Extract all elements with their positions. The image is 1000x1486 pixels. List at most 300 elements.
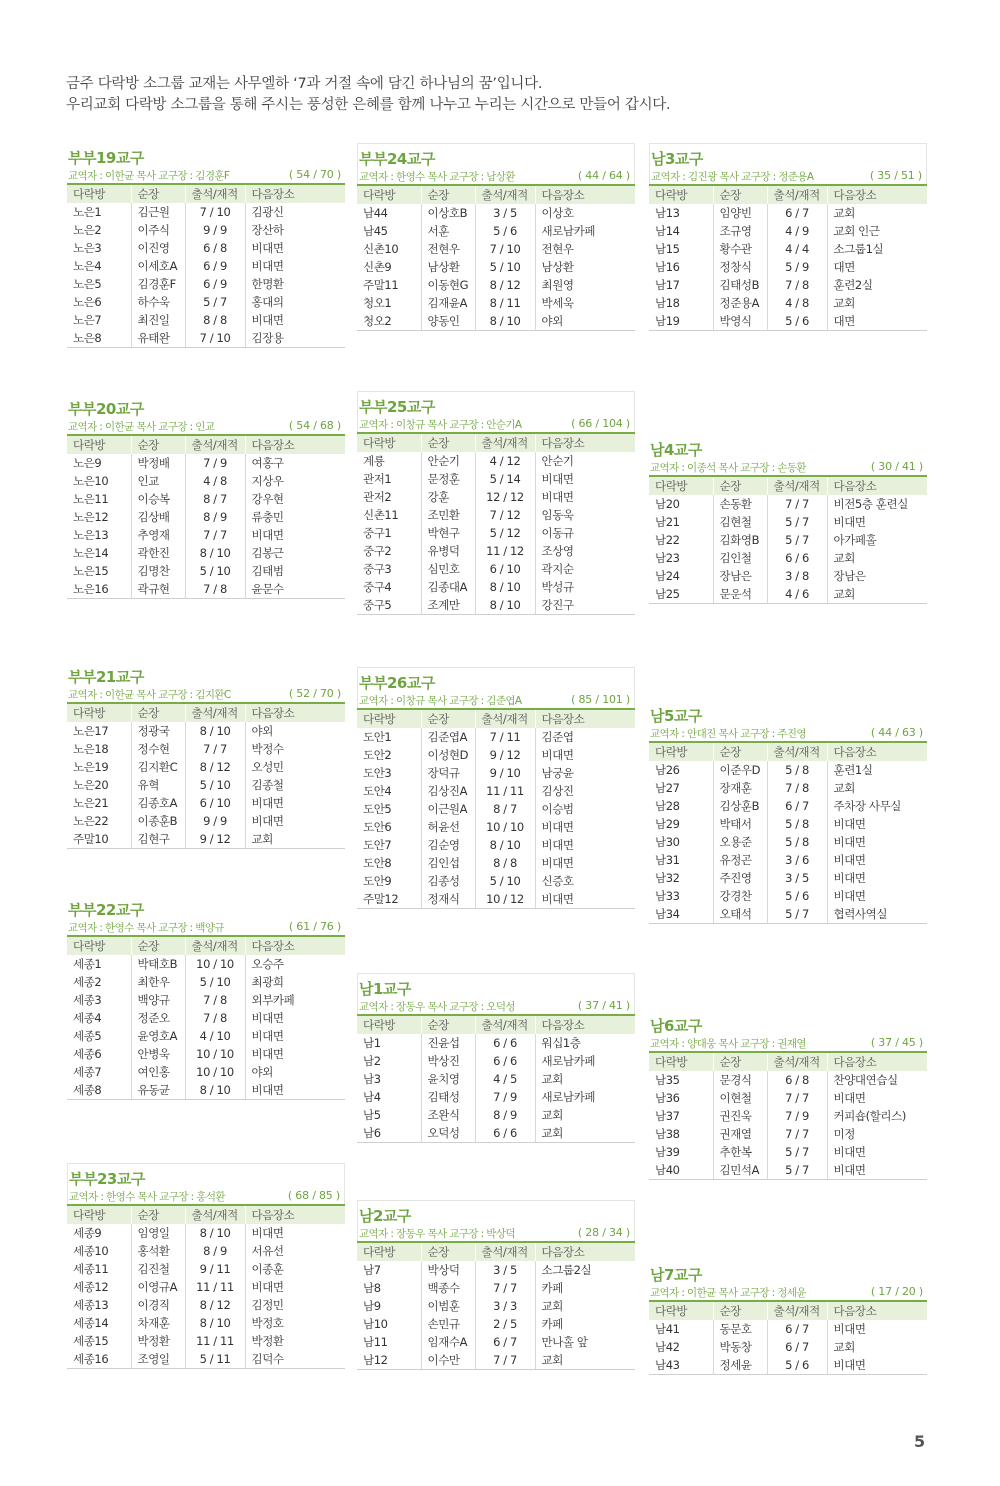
cell-leader: 김경훈F xyxy=(131,275,185,293)
district-staff: 교역자 : 이한균 목사 교구장 : 인교 xyxy=(68,421,215,433)
district-header xyxy=(649,435,927,475)
table-row xyxy=(649,549,927,567)
cell-attendance: 4 / 6 xyxy=(767,585,827,604)
cell-darakbang: 남15 xyxy=(655,242,680,256)
header-darakbang: 다락방 xyxy=(655,1055,688,1069)
district-header xyxy=(649,1260,927,1300)
district-staff: 교역자 : 이한균 목사 교구장 : 김지환C xyxy=(68,689,231,701)
cell-leader: 추영재 xyxy=(131,526,185,544)
cell-next-place: 비대면 xyxy=(535,854,635,872)
cell-darakbang: 남44 xyxy=(363,206,388,220)
table-row xyxy=(357,560,635,578)
cell-darakbang: 주말12 xyxy=(357,890,421,909)
cell-leader: 양동인 xyxy=(421,312,475,331)
district-table xyxy=(649,1300,927,1375)
cell-leader: 황수관 xyxy=(713,240,767,258)
district-title: 부부19교구 xyxy=(68,149,144,167)
cell-darakbang: 남39 xyxy=(655,1145,680,1159)
table-row xyxy=(357,1070,635,1088)
table-row xyxy=(649,1143,927,1161)
header-darakbang: 다락방 xyxy=(655,188,688,202)
cell-leader: 임재수A xyxy=(421,1333,475,1351)
district-title: 부부21교구 xyxy=(68,668,144,686)
cell-next-place: 오승주 xyxy=(245,955,345,973)
table-row xyxy=(357,1279,635,1297)
cell-leader: 김순영 xyxy=(421,836,475,854)
table-row xyxy=(357,728,635,746)
cell-attendance: 4 / 9 xyxy=(767,222,827,240)
table-row xyxy=(357,1261,635,1279)
cell-attendance: 8 / 7 xyxy=(475,800,535,818)
cell-attendance: 9 / 11 xyxy=(185,1260,245,1278)
district-block xyxy=(67,394,345,599)
cell-darakbang: 중구4 xyxy=(363,580,392,594)
cell-next-place: 교회 xyxy=(535,1351,635,1370)
cell-attendance: 5 / 14 xyxy=(475,470,535,488)
district-table xyxy=(67,702,345,849)
cell-darakbang: 노은7 xyxy=(73,313,102,327)
cell-next-place: 교회 xyxy=(827,779,927,797)
cell-darakbang: 세종8 xyxy=(67,1081,131,1100)
cell-attendance: 7 / 7 xyxy=(475,1351,535,1370)
cell-leader: 백종수 xyxy=(421,1279,475,1297)
table-header-row xyxy=(357,185,635,204)
district-title: 남7교구 xyxy=(650,1266,702,1284)
cell-next-place: 강진구 xyxy=(535,596,635,615)
district-title: 남6교구 xyxy=(650,1017,702,1035)
cell-attendance: 6 / 8 xyxy=(185,239,245,257)
cell-attendance: 6 / 6 xyxy=(475,1052,535,1070)
cell-next-place: 전현우 xyxy=(535,240,635,258)
cell-next-place: 아가페홀 xyxy=(827,531,927,549)
district-block xyxy=(649,701,927,924)
cell-leader: 김화영B xyxy=(713,531,767,549)
cell-next-place: 최광희 xyxy=(245,973,345,991)
table-row xyxy=(649,797,927,815)
cell-leader: 이주식 xyxy=(131,221,185,239)
cell-leader: 곽규현 xyxy=(131,580,185,599)
table-row xyxy=(67,1332,345,1350)
district-title: 남4교구 xyxy=(650,441,702,459)
cell-next-place: 만나홀 앞 xyxy=(535,1333,635,1351)
header-leader: 순장 xyxy=(131,184,185,203)
cell-leader: 윤치영 xyxy=(421,1070,475,1088)
cell-next-place: 비대면 xyxy=(827,1161,927,1180)
cell-darakbang: 남24 xyxy=(655,569,680,583)
cell-darakbang: 도안7 xyxy=(363,838,392,852)
district-header xyxy=(357,973,635,1014)
district-staff: 교역자 : 이한균 목사 교구장 : 김경훈F xyxy=(68,170,230,182)
cell-darakbang: 남26 xyxy=(655,763,680,777)
table-header-row xyxy=(67,184,345,203)
cell-next-place: 박정수 xyxy=(245,740,345,758)
cell-next-place: 워십1층 xyxy=(535,1034,635,1052)
cell-darakbang: 남38 xyxy=(655,1127,680,1141)
cell-leader: 임영일 xyxy=(131,1224,185,1242)
cell-attendance: 4 / 12 xyxy=(475,452,535,470)
cell-darakbang: 노은11 xyxy=(73,492,109,506)
district-title: 남2교구 xyxy=(359,1207,411,1225)
table-row xyxy=(649,1356,927,1375)
cell-darakbang: 남1 xyxy=(363,1036,381,1050)
cell-next-place: 교회 xyxy=(827,204,927,222)
cell-leader: 조완식 xyxy=(421,1106,475,1124)
table-row xyxy=(357,276,635,294)
cell-leader: 장덕규 xyxy=(421,764,475,782)
table-row xyxy=(357,312,635,331)
cell-darakbang: 남7 xyxy=(363,1263,381,1277)
cell-next-place: 비대면 xyxy=(827,833,927,851)
cell-next-place: 이승범 xyxy=(535,800,635,818)
cell-darakbang: 중구1 xyxy=(363,526,392,540)
table-row xyxy=(67,311,345,329)
header-next-place: 다음장소 xyxy=(827,1301,927,1320)
cell-darakbang: 노은3 xyxy=(73,241,102,255)
cell-darakbang: 세종12 xyxy=(73,1280,109,1294)
header-darakbang: 다락방 xyxy=(655,745,688,759)
intro-line-2: 우리교회 다락방 소그룹을 통해 주시는 풍성한 은혜를 함께 나누고 누리는 시간으로 만들어 갑시다. xyxy=(66,97,671,113)
table-row xyxy=(357,818,635,836)
cell-darakbang: 남18 xyxy=(655,296,680,310)
cell-leader: 박상덕 xyxy=(421,1261,475,1279)
table-row xyxy=(67,1009,345,1027)
cell-leader: 이근원A xyxy=(421,800,475,818)
table-row xyxy=(357,1034,635,1052)
table-row xyxy=(67,275,345,293)
cell-darakbang: 중구5 xyxy=(357,596,421,615)
cell-attendance: 5 / 10 xyxy=(185,973,245,991)
table-row xyxy=(67,722,345,740)
cell-next-place: 곽지순 xyxy=(535,560,635,578)
header-next-place: 다음장소 xyxy=(245,936,345,955)
cell-leader: 이준우D xyxy=(713,761,767,779)
cell-next-place: 소그룹2실 xyxy=(535,1261,635,1279)
cell-darakbang: 노은20 xyxy=(73,778,109,792)
district-attendance-total: ( 17 / 20 ) xyxy=(870,1285,923,1298)
header-next-place: 다음장소 xyxy=(245,703,345,722)
table-row xyxy=(357,1106,635,1124)
table-header-row xyxy=(357,709,635,728)
cell-attendance: 8 / 10 xyxy=(475,596,535,615)
district-attendance-total: ( 61 / 76 ) xyxy=(288,920,341,933)
district-block xyxy=(357,1200,635,1370)
table-row xyxy=(67,1224,345,1242)
table-row xyxy=(357,240,635,258)
header-next-place: 다음장소 xyxy=(827,742,927,761)
cell-leader: 유동균 xyxy=(131,1081,185,1100)
cell-darakbang: 남25 xyxy=(649,585,713,604)
cell-darakbang: 남37 xyxy=(655,1109,680,1123)
cell-attendance: 6 / 10 xyxy=(185,794,245,812)
district-header xyxy=(357,391,635,432)
table-header-row xyxy=(649,185,927,204)
cell-darakbang: 노은2 xyxy=(73,223,102,237)
table-row xyxy=(67,794,345,812)
cell-leader: 인교 xyxy=(131,472,185,490)
header-darakbang: 다락방 xyxy=(73,187,106,201)
cell-leader: 김근원 xyxy=(131,203,185,221)
cell-next-place: 교회 xyxy=(827,294,927,312)
cell-leader: 임양빈 xyxy=(713,204,767,222)
cell-next-place: 새로남카페 xyxy=(535,1052,635,1070)
table-row xyxy=(67,221,345,239)
table-row xyxy=(67,472,345,490)
table-row xyxy=(67,776,345,794)
table-row xyxy=(649,1320,927,1338)
cell-next-place: 신증호 xyxy=(535,872,635,890)
table-row xyxy=(357,294,635,312)
cell-leader: 홍석환 xyxy=(131,1242,185,1260)
cell-darakbang: 세종4 xyxy=(73,1011,102,1025)
cell-attendance: 8 / 7 xyxy=(185,490,245,508)
cell-attendance: 8 / 10 xyxy=(185,722,245,740)
table-row xyxy=(67,991,345,1009)
district-block xyxy=(649,143,927,331)
cell-next-place: 카페 xyxy=(535,1315,635,1333)
cell-next-place: 장남은 xyxy=(827,567,927,585)
cell-attendance: 3 / 5 xyxy=(475,1261,535,1279)
cell-darakbang: 남17 xyxy=(655,278,680,292)
cell-next-place: 홍대의 xyxy=(245,293,345,311)
table-row xyxy=(649,815,927,833)
cell-leader: 이동현G xyxy=(421,276,475,294)
cell-darakbang: 남3 xyxy=(363,1072,381,1086)
cell-next-place: 최원영 xyxy=(535,276,635,294)
cell-darakbang: 남43 xyxy=(649,1356,713,1375)
header-next-place: 다음장소 xyxy=(535,185,635,204)
table-row xyxy=(649,779,927,797)
cell-darakbang: 중구2 xyxy=(363,544,392,558)
cell-darakbang: 세종10 xyxy=(73,1244,109,1258)
cell-attendance: 8 / 12 xyxy=(475,276,535,294)
cell-attendance: 4 / 8 xyxy=(185,472,245,490)
cell-attendance: 7 / 8 xyxy=(767,276,827,294)
district-attendance-total: ( 37 / 45 ) xyxy=(870,1036,923,1049)
header-attendance: 출석/재적 xyxy=(185,936,245,955)
cell-attendance: 7 / 8 xyxy=(185,1009,245,1027)
district-title: 부부25교구 xyxy=(359,398,435,416)
header-darakbang: 다락방 xyxy=(73,1208,106,1222)
cell-attendance: 4 / 10 xyxy=(185,1027,245,1045)
cell-attendance: 6 / 6 xyxy=(767,549,827,567)
cell-leader: 정수현 xyxy=(131,740,185,758)
cell-darakbang: 세종2 xyxy=(73,975,102,989)
district-staff: 교역자 : 안대진 목사 교구장 : 주진영 xyxy=(650,728,806,740)
cell-leader: 김인섭 xyxy=(421,854,475,872)
district-attendance-total: ( 28 / 34 ) xyxy=(577,1226,630,1239)
cell-attendance: 10 / 10 xyxy=(185,1063,245,1081)
cell-leader: 김명찬 xyxy=(131,562,185,580)
table-row xyxy=(649,1089,927,1107)
cell-attendance: 7 / 10 xyxy=(475,240,535,258)
cell-darakbang: 남41 xyxy=(655,1322,680,1336)
cell-attendance: 6 / 7 xyxy=(767,1320,827,1338)
header-darakbang: 다락방 xyxy=(655,1304,688,1318)
cell-darakbang: 노은16 xyxy=(67,580,131,599)
cell-leader: 추한복 xyxy=(713,1143,767,1161)
table-row xyxy=(357,488,635,506)
table-row xyxy=(357,506,635,524)
cell-leader: 진윤섭 xyxy=(421,1034,475,1052)
header-leader: 순장 xyxy=(131,1205,185,1224)
cell-leader: 이경직 xyxy=(131,1296,185,1314)
district-table xyxy=(67,434,345,599)
district-attendance-total: ( 44 / 64 ) xyxy=(577,169,630,182)
cell-attendance: 6 / 7 xyxy=(767,204,827,222)
table-row xyxy=(67,740,345,758)
table-row xyxy=(357,578,635,596)
cell-darakbang: 노은6 xyxy=(73,295,102,309)
cell-leader: 전현우 xyxy=(421,240,475,258)
district-block xyxy=(357,667,635,909)
header-attendance: 출석/재적 xyxy=(475,1015,535,1034)
table-header-row xyxy=(649,476,927,495)
cell-attendance: 7 / 12 xyxy=(475,506,535,524)
cell-next-place: 새로남카페 xyxy=(535,222,635,240)
cell-darakbang: 남27 xyxy=(655,781,680,795)
cell-darakbang: 남20 xyxy=(655,497,680,511)
district-block xyxy=(649,1260,927,1375)
cell-next-place: 김준엽 xyxy=(535,728,635,746)
table-row xyxy=(357,452,635,470)
cell-darakbang: 남29 xyxy=(655,817,680,831)
cell-next-place: 훈련1실 xyxy=(827,761,927,779)
cell-leader: 김준엽A xyxy=(421,728,475,746)
cell-leader: 김현구 xyxy=(131,830,185,849)
header-darakbang: 다락방 xyxy=(73,438,106,452)
table-header-row xyxy=(67,435,345,454)
district-title: 남3교구 xyxy=(651,150,703,168)
cell-darakbang: 노은10 xyxy=(73,474,109,488)
cell-leader: 유병덕 xyxy=(421,542,475,560)
district-title: 부부23교구 xyxy=(69,1170,145,1188)
district-header xyxy=(649,143,927,184)
table-row xyxy=(357,800,635,818)
cell-darakbang: 남4 xyxy=(363,1090,381,1104)
header-leader: 순장 xyxy=(421,433,475,452)
table-row xyxy=(649,887,927,905)
table-row xyxy=(67,1063,345,1081)
cell-next-place: 류충민 xyxy=(245,508,345,526)
cell-attendance: 7 / 10 xyxy=(185,329,245,348)
cell-leader: 이수만 xyxy=(421,1351,475,1370)
cell-next-place: 김장용 xyxy=(245,329,345,348)
district-staff: 교역자 : 이창규 목사 교구장 : 안순기A xyxy=(359,419,522,431)
cell-darakbang: 남13 xyxy=(655,206,680,220)
cell-leader: 유혁 xyxy=(131,776,185,794)
cell-attendance: 5 / 7 xyxy=(767,1143,827,1161)
header-darakbang: 다락방 xyxy=(655,479,688,493)
table-row xyxy=(649,585,927,604)
table-row xyxy=(649,1107,927,1125)
cell-attendance: 11 / 12 xyxy=(475,542,535,560)
cell-leader: 정재식 xyxy=(421,890,475,909)
cell-leader: 김상진A xyxy=(421,782,475,800)
cell-next-place: 새로남카페 xyxy=(535,1088,635,1106)
cell-attendance: 6 / 6 xyxy=(475,1034,535,1052)
table-row xyxy=(357,746,635,764)
table-row xyxy=(357,782,635,800)
header-darakbang: 다락방 xyxy=(73,939,106,953)
district-header xyxy=(649,701,927,741)
cell-darakbang: 남21 xyxy=(655,515,680,529)
cell-attendance: 5 / 11 xyxy=(185,1350,245,1369)
cell-next-place: 남상환 xyxy=(535,258,635,276)
cell-leader: 박태호B xyxy=(131,955,185,973)
cell-darakbang: 남23 xyxy=(655,551,680,565)
header-attendance: 출석/재적 xyxy=(767,1052,827,1071)
district-header xyxy=(67,143,345,183)
cell-attendance: 3 / 5 xyxy=(767,869,827,887)
cell-attendance: 7 / 8 xyxy=(767,779,827,797)
cell-darakbang: 도안8 xyxy=(363,856,392,870)
cell-leader: 장재훈 xyxy=(713,779,767,797)
table-row xyxy=(67,239,345,257)
table-row xyxy=(357,764,635,782)
cell-darakbang: 신촌10 xyxy=(363,242,399,256)
cell-next-place: 남궁윤 xyxy=(535,764,635,782)
cell-next-place: 비대면 xyxy=(245,1278,345,1296)
cell-next-place: 박성규 xyxy=(535,578,635,596)
page-number: 5 xyxy=(914,1432,926,1451)
cell-darakbang: 남35 xyxy=(655,1073,680,1087)
cell-next-place: 비대면 xyxy=(827,1356,927,1375)
cell-next-place: 교회 xyxy=(535,1106,635,1124)
cell-darakbang: 청오1 xyxy=(363,296,392,310)
header-leader: 순장 xyxy=(421,1242,475,1261)
header-next-place: 다음장소 xyxy=(535,433,635,452)
cell-attendance: 9 / 9 xyxy=(185,812,245,830)
cell-leader: 여인홍 xyxy=(131,1063,185,1081)
district-header xyxy=(67,394,345,434)
cell-leader: 심민호 xyxy=(421,560,475,578)
table-row xyxy=(67,526,345,544)
cell-next-place: 비대면 xyxy=(535,818,635,836)
table-row xyxy=(649,1161,927,1180)
cell-leader: 동문호 xyxy=(713,1320,767,1338)
district-table xyxy=(649,475,927,604)
table-row xyxy=(649,513,927,531)
cell-darakbang: 도안1 xyxy=(363,730,392,744)
header-attendance: 출석/재적 xyxy=(767,742,827,761)
cell-leader: 오태석 xyxy=(713,905,767,924)
cell-darakbang: 남2 xyxy=(363,1054,381,1068)
cell-next-place: 비대면 xyxy=(827,1089,927,1107)
cell-attendance: 5 / 8 xyxy=(767,761,827,779)
cell-darakbang: 남12 xyxy=(357,1351,421,1370)
table-header-row xyxy=(357,1242,635,1261)
cell-attendance: 8 / 9 xyxy=(185,508,245,526)
table-row xyxy=(357,1124,635,1143)
cell-next-place: 김정민 xyxy=(245,1296,345,1314)
district-title: 부부22교구 xyxy=(68,901,144,919)
cell-attendance: 5 / 8 xyxy=(767,815,827,833)
cell-leader: 김현철 xyxy=(713,513,767,531)
district-attendance-total: ( 44 / 63 ) xyxy=(870,726,923,739)
table-row xyxy=(649,495,927,513)
table-row xyxy=(67,490,345,508)
header-leader: 순장 xyxy=(131,703,185,722)
cell-attendance: 8 / 9 xyxy=(185,1242,245,1260)
cell-attendance: 5 / 12 xyxy=(475,524,535,542)
header-attendance: 출석/재적 xyxy=(475,185,535,204)
cell-darakbang: 주말11 xyxy=(363,278,399,292)
cell-attendance: 4 / 5 xyxy=(475,1070,535,1088)
header-darakbang: 다락방 xyxy=(363,188,396,202)
cell-attendance: 5 / 9 xyxy=(767,258,827,276)
cell-leader: 박정배 xyxy=(131,454,185,472)
table-row xyxy=(649,761,927,779)
